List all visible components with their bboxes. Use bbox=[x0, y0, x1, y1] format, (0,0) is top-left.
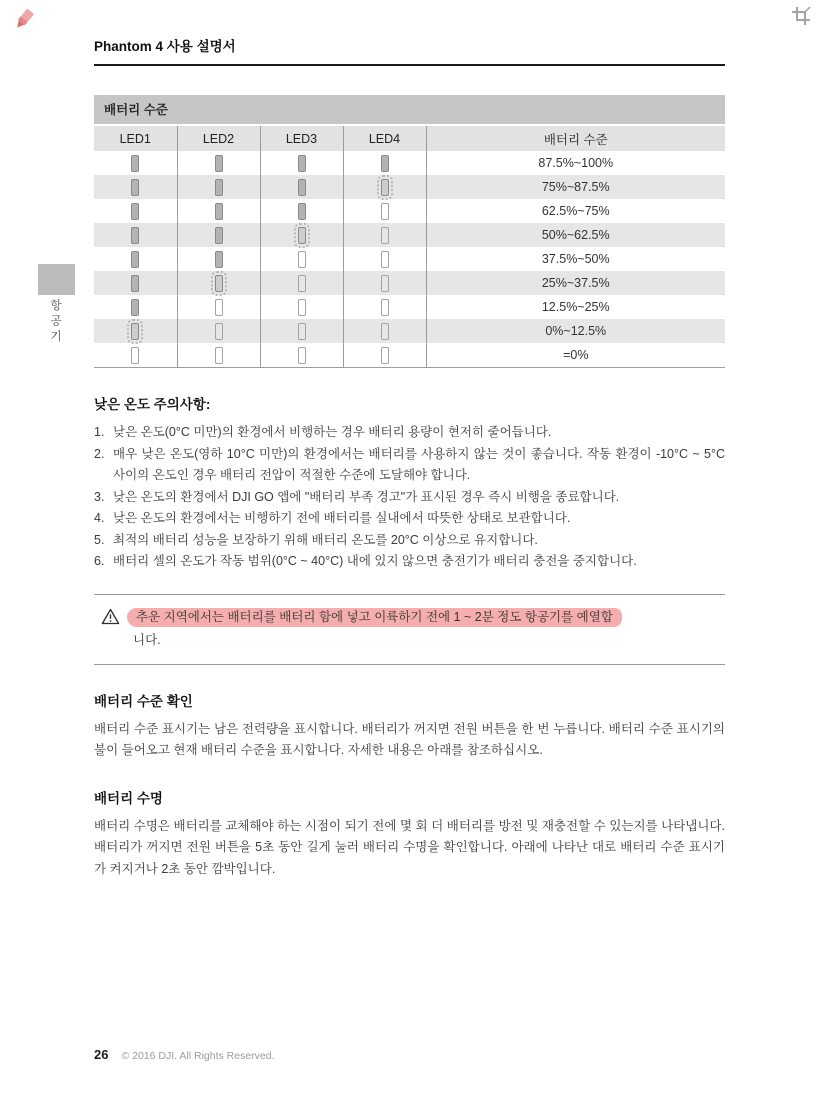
led-cell bbox=[177, 151, 260, 175]
led-blink-icon bbox=[131, 323, 139, 340]
led-on-icon bbox=[131, 227, 139, 244]
led-cell bbox=[343, 247, 426, 271]
led-on-icon bbox=[131, 155, 139, 172]
led-on-icon bbox=[298, 155, 306, 172]
led-blink-icon bbox=[381, 179, 389, 196]
page-title: Phantom 4 사용 설명서 bbox=[94, 0, 725, 66]
table-header-row bbox=[94, 125, 725, 151]
battery-table-body bbox=[94, 151, 725, 368]
led-on-icon bbox=[215, 251, 223, 268]
led-cell bbox=[343, 199, 426, 223]
led-cell bbox=[343, 223, 426, 247]
led-off-icon bbox=[298, 347, 306, 364]
battery-level-value: 62.5%~75% bbox=[541, 204, 610, 218]
led-cell bbox=[177, 199, 260, 223]
led-off-icon bbox=[131, 347, 139, 364]
led-cell bbox=[177, 271, 260, 295]
chapter-tab bbox=[38, 264, 75, 295]
led-off-icon bbox=[298, 323, 306, 340]
led-on-icon bbox=[298, 179, 306, 196]
led-cell bbox=[343, 271, 426, 295]
column-header-led1: LED1 bbox=[94, 125, 177, 151]
led-off-icon bbox=[381, 251, 389, 268]
low-temp-item: 매우 낮은 온도(영하 10°C 미만)의 환경에서는 배터리를 사용하지 않는 것이 좋습니다. 작동 환경이 -10°C ~ 5°C 사이의 온도인 경우 배터리 전압이 적절한 수준에 도달해야 합니다. bbox=[113, 446, 725, 482]
led-cell bbox=[343, 319, 426, 343]
highlighted-warning-text: 추운 지역에서는 배터리를 배터리 함에 넣고 이륙하기 전에 1 ~ 2분 정도 항공기를 예열합 bbox=[127, 608, 622, 627]
led-cell bbox=[260, 343, 343, 368]
column-header-led2: LED2 bbox=[177, 125, 260, 151]
check-level-heading: 배터리 수준 확인 bbox=[94, 693, 193, 709]
copyright-text: © 2016 DJI. All Rights Reserved. bbox=[121, 1050, 275, 1062]
led-cell bbox=[343, 151, 426, 175]
led-on-icon bbox=[298, 203, 306, 220]
led-off-icon bbox=[298, 251, 306, 268]
warning-triangle-icon bbox=[101, 606, 120, 652]
table-row bbox=[94, 151, 725, 175]
battery-level-value: 75%~87.5% bbox=[541, 180, 610, 194]
led-blink-icon bbox=[298, 227, 306, 244]
led-on-icon bbox=[215, 227, 223, 244]
low-temp-item: 낮은 온도(0°C 미만)의 환경에서 비행하는 경우 배터리 용량이 현저히 줄어듭니다. bbox=[113, 425, 552, 439]
led-off-icon bbox=[381, 299, 389, 316]
crop-tool-icon[interactable] bbox=[790, 5, 812, 32]
battery-level-value: 50%~62.5% bbox=[541, 228, 610, 242]
table-row bbox=[94, 295, 725, 319]
led-cell bbox=[177, 295, 260, 319]
led-off-icon bbox=[215, 323, 223, 340]
led-cell bbox=[177, 343, 260, 368]
table-row bbox=[94, 199, 725, 223]
led-cell bbox=[260, 319, 343, 343]
battery-level-table bbox=[94, 95, 725, 368]
led-off-icon bbox=[215, 347, 223, 364]
highlighter-cursor-icon bbox=[6, 5, 38, 42]
led-on-icon bbox=[131, 299, 139, 316]
led-cell bbox=[94, 247, 177, 271]
battery-level-value: 37.5%~50% bbox=[541, 252, 610, 266]
warning-text-continuation: 니다. bbox=[133, 632, 161, 647]
table-row bbox=[94, 319, 725, 343]
battery-level-value: 0%~12.5% bbox=[545, 324, 607, 338]
led-off-icon bbox=[381, 323, 389, 340]
low-temp-item: 낮은 온도의 환경에서 DJI GO 앱에 "배터리 부족 경고"가 표시된 경우 즉시 비행을 종료합니다. bbox=[113, 489, 620, 504]
led-cell bbox=[343, 295, 426, 319]
low-temp-item: 배터리 셀의 온도가 작동 범위(0°C ~ 40°C) 내에 있지 않으면 충전기가 배터리 충전을 중지합니다. bbox=[113, 554, 637, 568]
led-cell bbox=[260, 223, 343, 247]
table-row bbox=[94, 271, 725, 295]
table-row bbox=[94, 175, 725, 199]
column-header-led3: LED3 bbox=[260, 125, 343, 151]
led-cell bbox=[343, 175, 426, 199]
led-cell bbox=[177, 247, 260, 271]
table-title: 배터리 수준 bbox=[94, 95, 725, 125]
chapter-tab-label: 항공기 bbox=[49, 299, 61, 346]
led-on-icon bbox=[381, 155, 389, 172]
led-cell bbox=[177, 223, 260, 247]
page-number: 26 bbox=[94, 1047, 109, 1062]
table-row bbox=[94, 247, 725, 271]
led-on-icon bbox=[131, 251, 139, 268]
battery-life-heading: 배터리 수명 bbox=[94, 790, 163, 806]
led-cell bbox=[177, 319, 260, 343]
led-cell bbox=[260, 247, 343, 271]
battery-life-paragraph: 배터리 수명은 배터리를 교체해야 하는 시점이 되기 전에 몇 회 더 배터리를 방전 및 재충전할 수 있는지를 나타냅니다. 배터리가 꺼지면 전원 버튼을 5초 동안 길게 눌러 배터리 수명을 확인합니다. 아래에 나타난 대로 배터리 수준 표시기가 켜지거나 2초 동안 깜박입니다. bbox=[94, 818, 725, 876]
led-off-icon bbox=[215, 299, 223, 316]
table-row bbox=[94, 343, 725, 368]
led-off-icon bbox=[381, 227, 389, 244]
table-row bbox=[94, 223, 725, 247]
low-temp-heading: 낮은 온도 주의사항: bbox=[94, 397, 211, 412]
battery-level-value: 25%~37.5% bbox=[541, 276, 610, 290]
led-on-icon bbox=[215, 203, 223, 220]
led-cell bbox=[343, 343, 426, 368]
led-cell bbox=[94, 271, 177, 295]
led-cell bbox=[260, 199, 343, 223]
low-temp-item: 낮은 온도의 환경에서는 비행하기 전에 배터리를 실내에서 따뜻한 상태로 보관합니다. bbox=[113, 511, 571, 525]
low-temp-list bbox=[94, 422, 725, 573]
led-on-icon bbox=[215, 179, 223, 196]
led-off-icon bbox=[381, 203, 389, 220]
battery-level-value: =0% bbox=[426, 343, 725, 368]
check-level-paragraph: 배터리 수준 표시기는 남은 전력량을 표시합니다. 배터리가 꺼지면 전원 버튼을 한 번 누릅니다. 배터리 수준 표시기의 불이 들어오고 현재 배터리 수준을 표시합니다. 자세한 내용은 아래를 참조하십시오. bbox=[94, 721, 725, 757]
led-cell bbox=[260, 295, 343, 319]
warning-note bbox=[94, 594, 725, 665]
led-blink-icon bbox=[215, 275, 223, 292]
led-cell bbox=[260, 175, 343, 199]
led-cell bbox=[94, 199, 177, 223]
led-cell bbox=[94, 175, 177, 199]
led-cell bbox=[94, 151, 177, 175]
battery-level-value: 12.5%~25% bbox=[541, 300, 610, 314]
led-off-icon bbox=[381, 275, 389, 292]
warning-text bbox=[133, 606, 622, 652]
column-header-battery-level: 배터리 수준 bbox=[426, 125, 725, 151]
led-cell bbox=[94, 343, 177, 368]
led-cell bbox=[260, 271, 343, 295]
low-temp-item: 최적의 배터리 성능을 보장하기 위해 배터리 온도를 20°C 이상으로 유지합니다. bbox=[113, 532, 538, 547]
page-content bbox=[94, 0, 725, 880]
led-off-icon bbox=[298, 299, 306, 316]
led-off-icon bbox=[298, 275, 306, 292]
led-on-icon bbox=[131, 203, 139, 220]
led-cell bbox=[94, 319, 177, 343]
led-on-icon bbox=[131, 275, 139, 292]
table-title-row bbox=[94, 95, 725, 125]
battery-level-value: 87.5%~100% bbox=[538, 156, 614, 170]
led-on-icon bbox=[131, 179, 139, 196]
column-header-led4: LED4 bbox=[343, 125, 426, 151]
led-cell bbox=[260, 151, 343, 175]
page-footer bbox=[94, 1047, 275, 1062]
led-cell bbox=[94, 223, 177, 247]
led-cell bbox=[94, 295, 177, 319]
led-off-icon bbox=[381, 347, 389, 364]
led-on-icon bbox=[215, 155, 223, 172]
led-cell bbox=[177, 175, 260, 199]
